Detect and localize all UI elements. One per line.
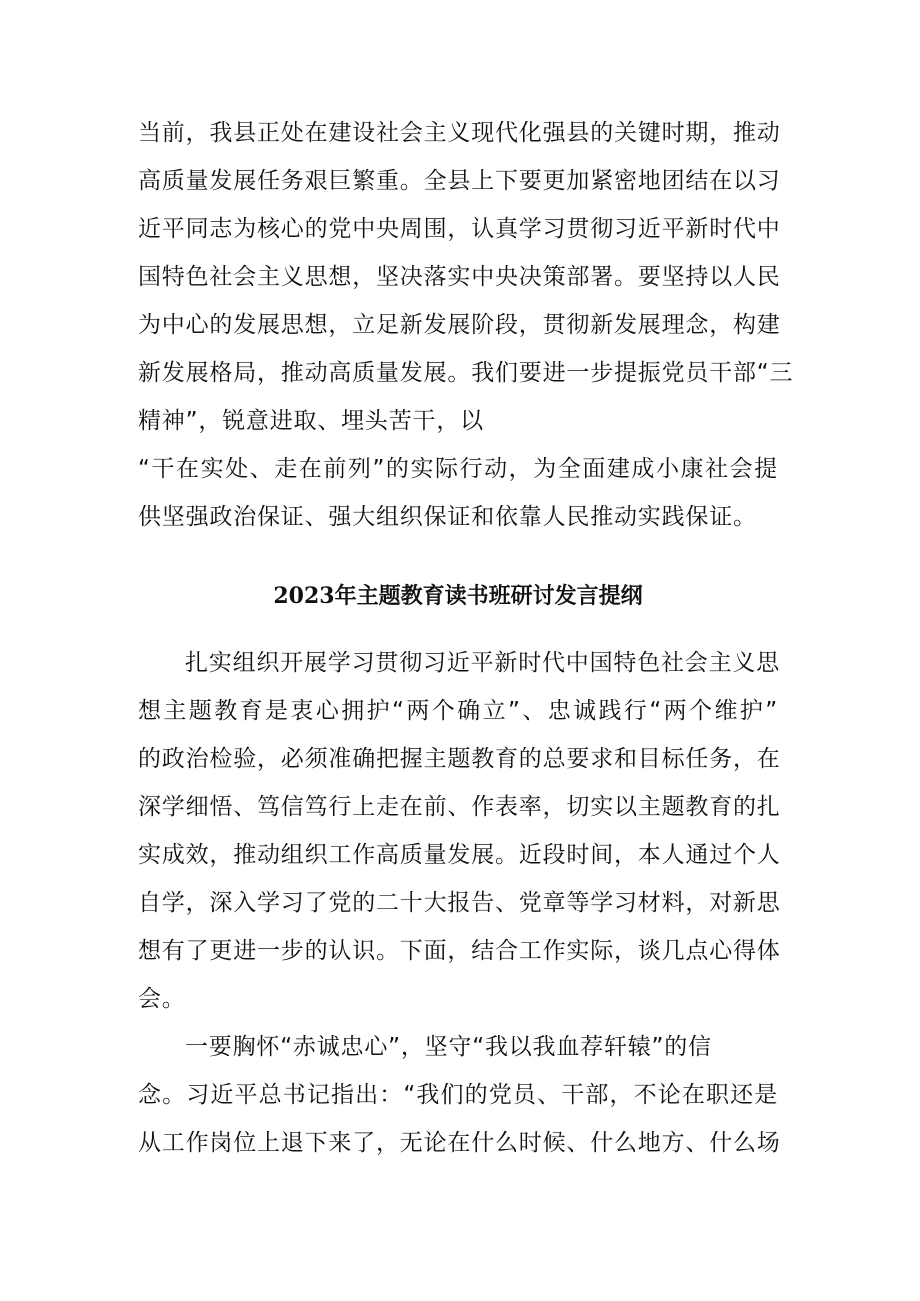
body-line: 想主题教育是衷心拥护“两个确立”、忠诚践行“两个维护” xyxy=(138,698,778,724)
intro-line: 国特色社会主义思想，坚决落实中央决策部署。要坚持以人民 xyxy=(138,264,781,290)
intro-line: 为中心的发展思想，立足新发展阶段，贯彻新发展理念，构建 xyxy=(138,312,781,338)
intro-line: “干在实处、走在前列”的实际行动，为全面建成小康社会提 xyxy=(138,456,778,482)
point-line: 一要胸怀“赤诚忠心”，坚守“我以我血荐轩辕”的信 xyxy=(185,1034,712,1060)
intro-line: 近平同志为核心的党中央周围，认真学习贯彻习近平新时代中 xyxy=(138,216,781,242)
point-line: 从工作岗位上退下来了，无论在什么时候、什么地方、什么场 xyxy=(138,1130,781,1156)
body-line: 的政治检验，必须准确把握主题教育的总要求和目标任务，在 xyxy=(138,746,781,772)
intro-line: 新发展格局，推动高质量发展。我们要进一步提振党员干部“三 xyxy=(138,360,794,386)
intro-line: 供坚强政治保证、强大组织保证和依靠人民推动实践保证。 xyxy=(138,504,757,530)
body-line: 实成效，推动组织工作高质量发展。近段时间，本人通过个人 xyxy=(138,842,781,868)
body-line: 自学，深入学习了党的二十大报告、党章等学习材料，对新思 xyxy=(138,890,781,916)
intro-line: 高质量发展任务艰巨繁重。全县上下要更加紧密地团结在以习 xyxy=(138,168,781,194)
body-line: 会。 xyxy=(138,986,186,1012)
body-line: 想有了更进一步的认识。下面，结合工作实际，谈几点心得体 xyxy=(138,938,781,964)
body-line: 扎实组织开展学习贯彻习近平新时代中国特色社会主义思 xyxy=(185,650,780,676)
body-line: 深学细悟、笃信笃行上走在前、作表率，切实以主题教育的扎 xyxy=(138,794,781,820)
intro-line: 当前，我县正处在建设社会主义现代化强县的关键时期，推动 xyxy=(138,120,781,146)
intro-line: 精神”，锐意进取、埋头苦干，以 xyxy=(138,408,484,434)
section-heading: 2023年主题教育读书班研讨发言提纲 xyxy=(273,583,643,609)
point-line: 念。习近平总书记指出：“我们的党员、干部，不论在职还是 xyxy=(138,1082,778,1108)
